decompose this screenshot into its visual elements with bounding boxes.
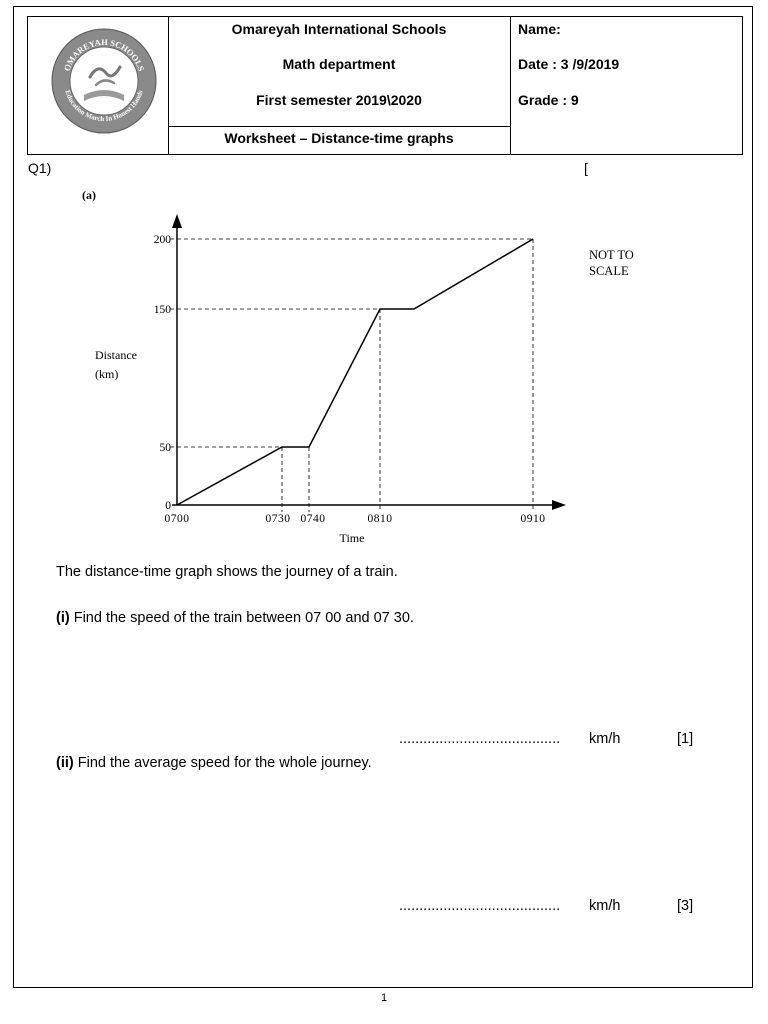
y-axis-arrow bbox=[172, 214, 182, 228]
y-tick-label-200: 200 bbox=[153, 234, 171, 246]
series-line-train bbox=[177, 239, 533, 505]
chart-guide-lines bbox=[170, 239, 533, 512]
part-ii-question bbox=[56, 755, 372, 771]
name-label: Name: bbox=[518, 21, 561, 37]
date-label: Date : 3 /9/2019 bbox=[518, 56, 620, 72]
x-tick-labels bbox=[165, 513, 546, 525]
question-number: Q1) bbox=[28, 160, 52, 176]
logo-top-text: OMAREYAH SCHOOLS bbox=[61, 36, 147, 73]
x-tick-label-0730: 0730 bbox=[265, 513, 291, 525]
part-ii-text: Find the average speed for the whole journey. bbox=[73, 755, 372, 771]
part-a-label: (a) bbox=[82, 188, 96, 202]
not-to-scale-line1: NOT TO bbox=[589, 248, 634, 262]
school-name: Omareyah International Schools bbox=[231, 21, 447, 37]
logo-bottom-text: Education March In Honest Hands bbox=[63, 89, 145, 124]
question-intro: The distance-time graph shows the journey of a train. bbox=[56, 564, 398, 580]
worksheet-title: Worksheet – Distance-time graphs bbox=[224, 130, 454, 146]
x-axis-arrow bbox=[552, 500, 566, 510]
part-ii-label: (ii) bbox=[56, 755, 74, 771]
page-number: 1 bbox=[380, 992, 388, 1004]
x-tick-label-0700: 0700 bbox=[164, 513, 190, 525]
part-i-label: (i) bbox=[56, 610, 70, 626]
part-ii-unit: km/h bbox=[589, 898, 621, 914]
y-axis-label-line2: (km) bbox=[95, 367, 119, 381]
part-ii-marks: [3] bbox=[677, 898, 694, 914]
x-tick-label-0810: 0810 bbox=[367, 513, 393, 525]
x-tick-label-0740: 0740 bbox=[300, 513, 326, 525]
department-name: Math department bbox=[282, 56, 396, 72]
y-tick-label-150: 150 bbox=[153, 304, 171, 316]
not-to-scale-line2: SCALE bbox=[589, 264, 629, 278]
part-ii-answer-line[interactable]: ........................................ bbox=[399, 898, 561, 914]
x-axis-label: Time bbox=[339, 531, 365, 545]
y-tick-labels bbox=[154, 234, 172, 512]
part-i-marks: [1] bbox=[677, 731, 694, 747]
x-tick-label-0910: 0910 bbox=[520, 513, 546, 525]
y-tick-label-0: 0 bbox=[165, 500, 171, 512]
part-i-question bbox=[56, 610, 414, 626]
y-tick-label-50: 50 bbox=[159, 442, 171, 454]
part-i-text: Find the speed of the train between 07 00 and 07 30. bbox=[69, 610, 414, 626]
part-i-answer-line[interactable]: ........................................ bbox=[399, 731, 561, 747]
y-axis-label-line1: Distance bbox=[95, 348, 137, 362]
marks-bracket: [ bbox=[584, 160, 588, 176]
grade-label: Grade : 9 bbox=[518, 92, 579, 108]
semester-label: First semester 2019\2020 bbox=[256, 92, 422, 108]
part-i-unit: km/h bbox=[589, 731, 621, 747]
